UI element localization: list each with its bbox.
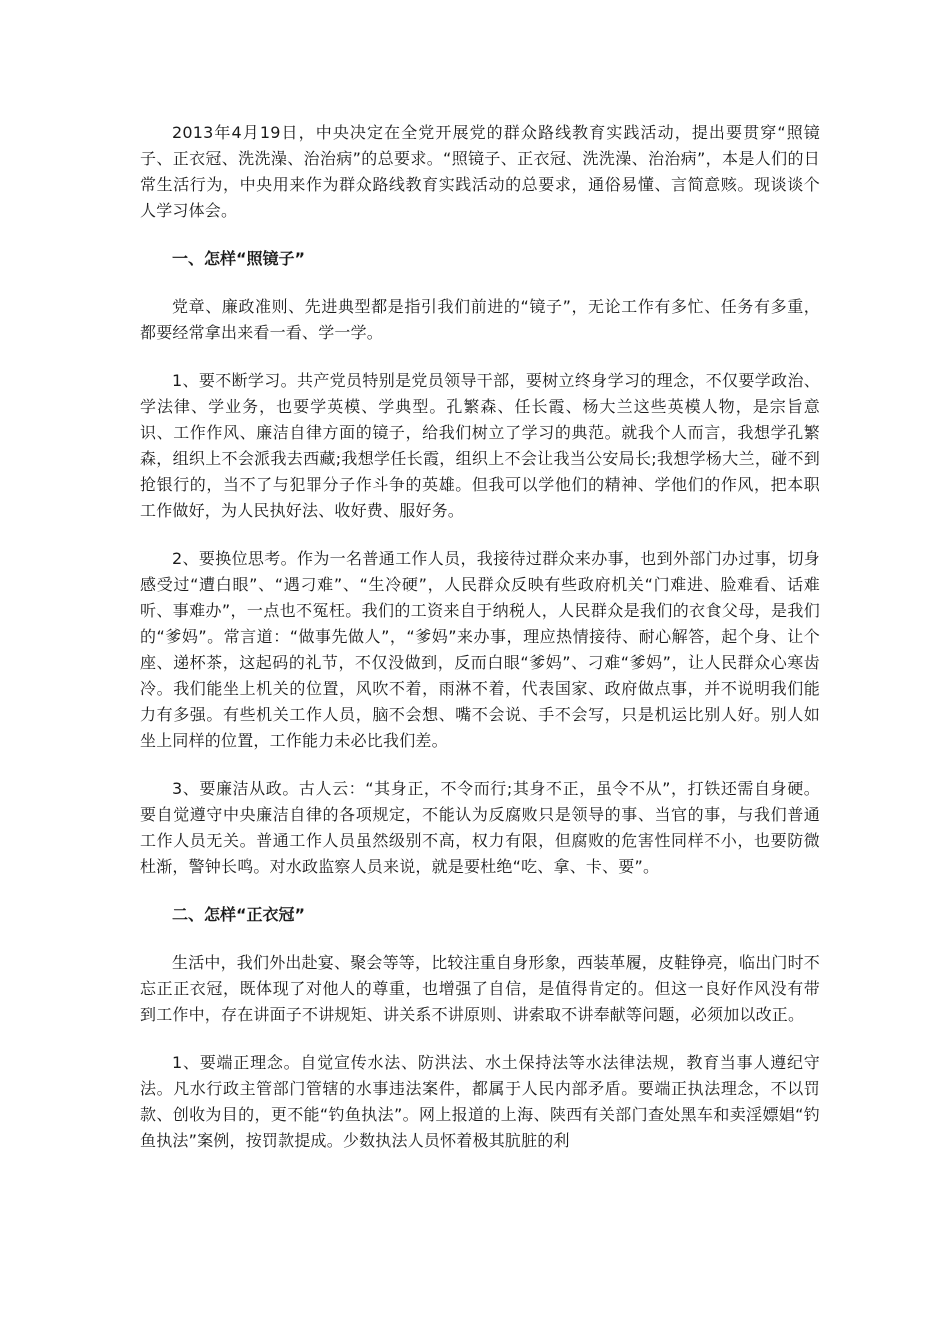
paragraph-attire-intro: 生活中，我们外出赴宴、聚会等等，比较注重自身形象，西装革履，皮鞋铮亮，临出门时不忘正正衣冠，既体现了对他人的尊重，也增强了自信，是值得肯定的。但这一良好作风没有带到工作中，存在讲面子不讲规矩、讲关系不讲原则、讲索取不讲奉献等问题，必须加以改正。 bbox=[140, 953, 821, 1024]
paragraph-integrity: 3、要廉洁从政。古人云：“其身正，不令而行;其身不正，虽令不从”，打铁还需自身硬。要自觉遵守中央廉洁自律的各项规定，不能认为反腐败只是领导的事、当官的事，与我们普通工作人员无关。普通工作人员虽然级别不高，权力有限，但腐败的危害性同样不小，也要防微杜渐，警钟长鸣。对水政监察人员来说，就是要杜绝“吃、拿、卡、要”。 bbox=[140, 779, 820, 876]
section-heading-mirror: 一、怎样“照镜子” bbox=[172, 249, 306, 268]
paragraph-intro: 2013年4月19日，中央决定在全党开展党的群众路线教育实践活动，提出要贯穿“照镜子、正衣冠、洗洗澡、治治病”的总要求。“照镜子、正衣冠、洗洗澡、治治病”，本是人们的日常生活行为，中央用来作为群众路线教育实践活动的总要求，通俗易懂、言简意赅。现谈谈个人学习体会。 bbox=[140, 123, 820, 220]
paragraph-correct-philosophy: 1、要端正理念。自觉宣传水法、防洪法、水土保持法等水法律法规，教育当事人遵纪守法。凡水行政主管部门管辖的水事违法案件，都属于人民内部矛盾。要端正执法理念，不以罚款、创收为目的，更不能“钓鱼执法”。网上报道的上海、陕西有关部门查处黑车和卖淫嫖娼“钓鱼执法”案例，按罚款提成。少数执法人员怀着极其肮脏的利 bbox=[140, 1053, 820, 1150]
section-heading-attire: 二、怎样“正衣冠” bbox=[172, 905, 306, 924]
paragraph-keep-learning: 1、要不断学习。共产党员特别是党员领导干部，要树立终身学习的理念，不仅要学政治、学法律、学业务，也要学英模、学典型。孔繁森、任长霞、杨大兰这些英模人物，是宗旨意识、工作作风、廉洁自律方面的镜子，给我们树立了学习的典范。就我个人而言，我想学孔繁森，组织上不会派我去西藏;我想学任长霞，组织上不会让我当公安局长;我想学杨大兰，碰不到抢银行的，当不了与犯罪分子作斗争的英雄。但我可以学他们的精神、学他们的作风，把本职工作做好，为人民执好法、收好费、服好务。 bbox=[140, 371, 820, 520]
document-body bbox=[140, 120, 820, 1176]
paragraph-empathy: 2、要换位思考。作为一名普通工作人员，我接待过群众来办事，也到外部门办过事，切身感受过“遭白眼”、“遇刁难”、“生冷硬”，人民群众反映有些政府机关“门难进、脸难看、话难听、事难办”，一点也不冤枉。我们的工资来自于纳税人，人民群众是我们的衣食父母，是我们的“爹妈”。常言道：“做事先做人”，“爹妈”来办事，理应热情接待、耐心解答，起个身、让个座、递杯茶，这起码的礼节，不仅没做到，反而白眼“爹妈”、刁难“爹妈”，让人民群众心寒齿冷。我们能坐上机关的位置，风吹不着，雨淋不着，代表国家、政府做点事，并不说明我们能力有多强。有些机关工作人员，脑不会想、嘴不会说、手不会写，只是机运比别人好。别人如坐上同样的位置，工作能力未必比我们差。 bbox=[140, 549, 820, 750]
paragraph-mirror-intro: 党章、廉政准则、先进典型都是指引我们前进的“镜子”，无论工作有多忙、任务有多重，都要经常拿出来看一看、学一学。 bbox=[140, 297, 820, 342]
